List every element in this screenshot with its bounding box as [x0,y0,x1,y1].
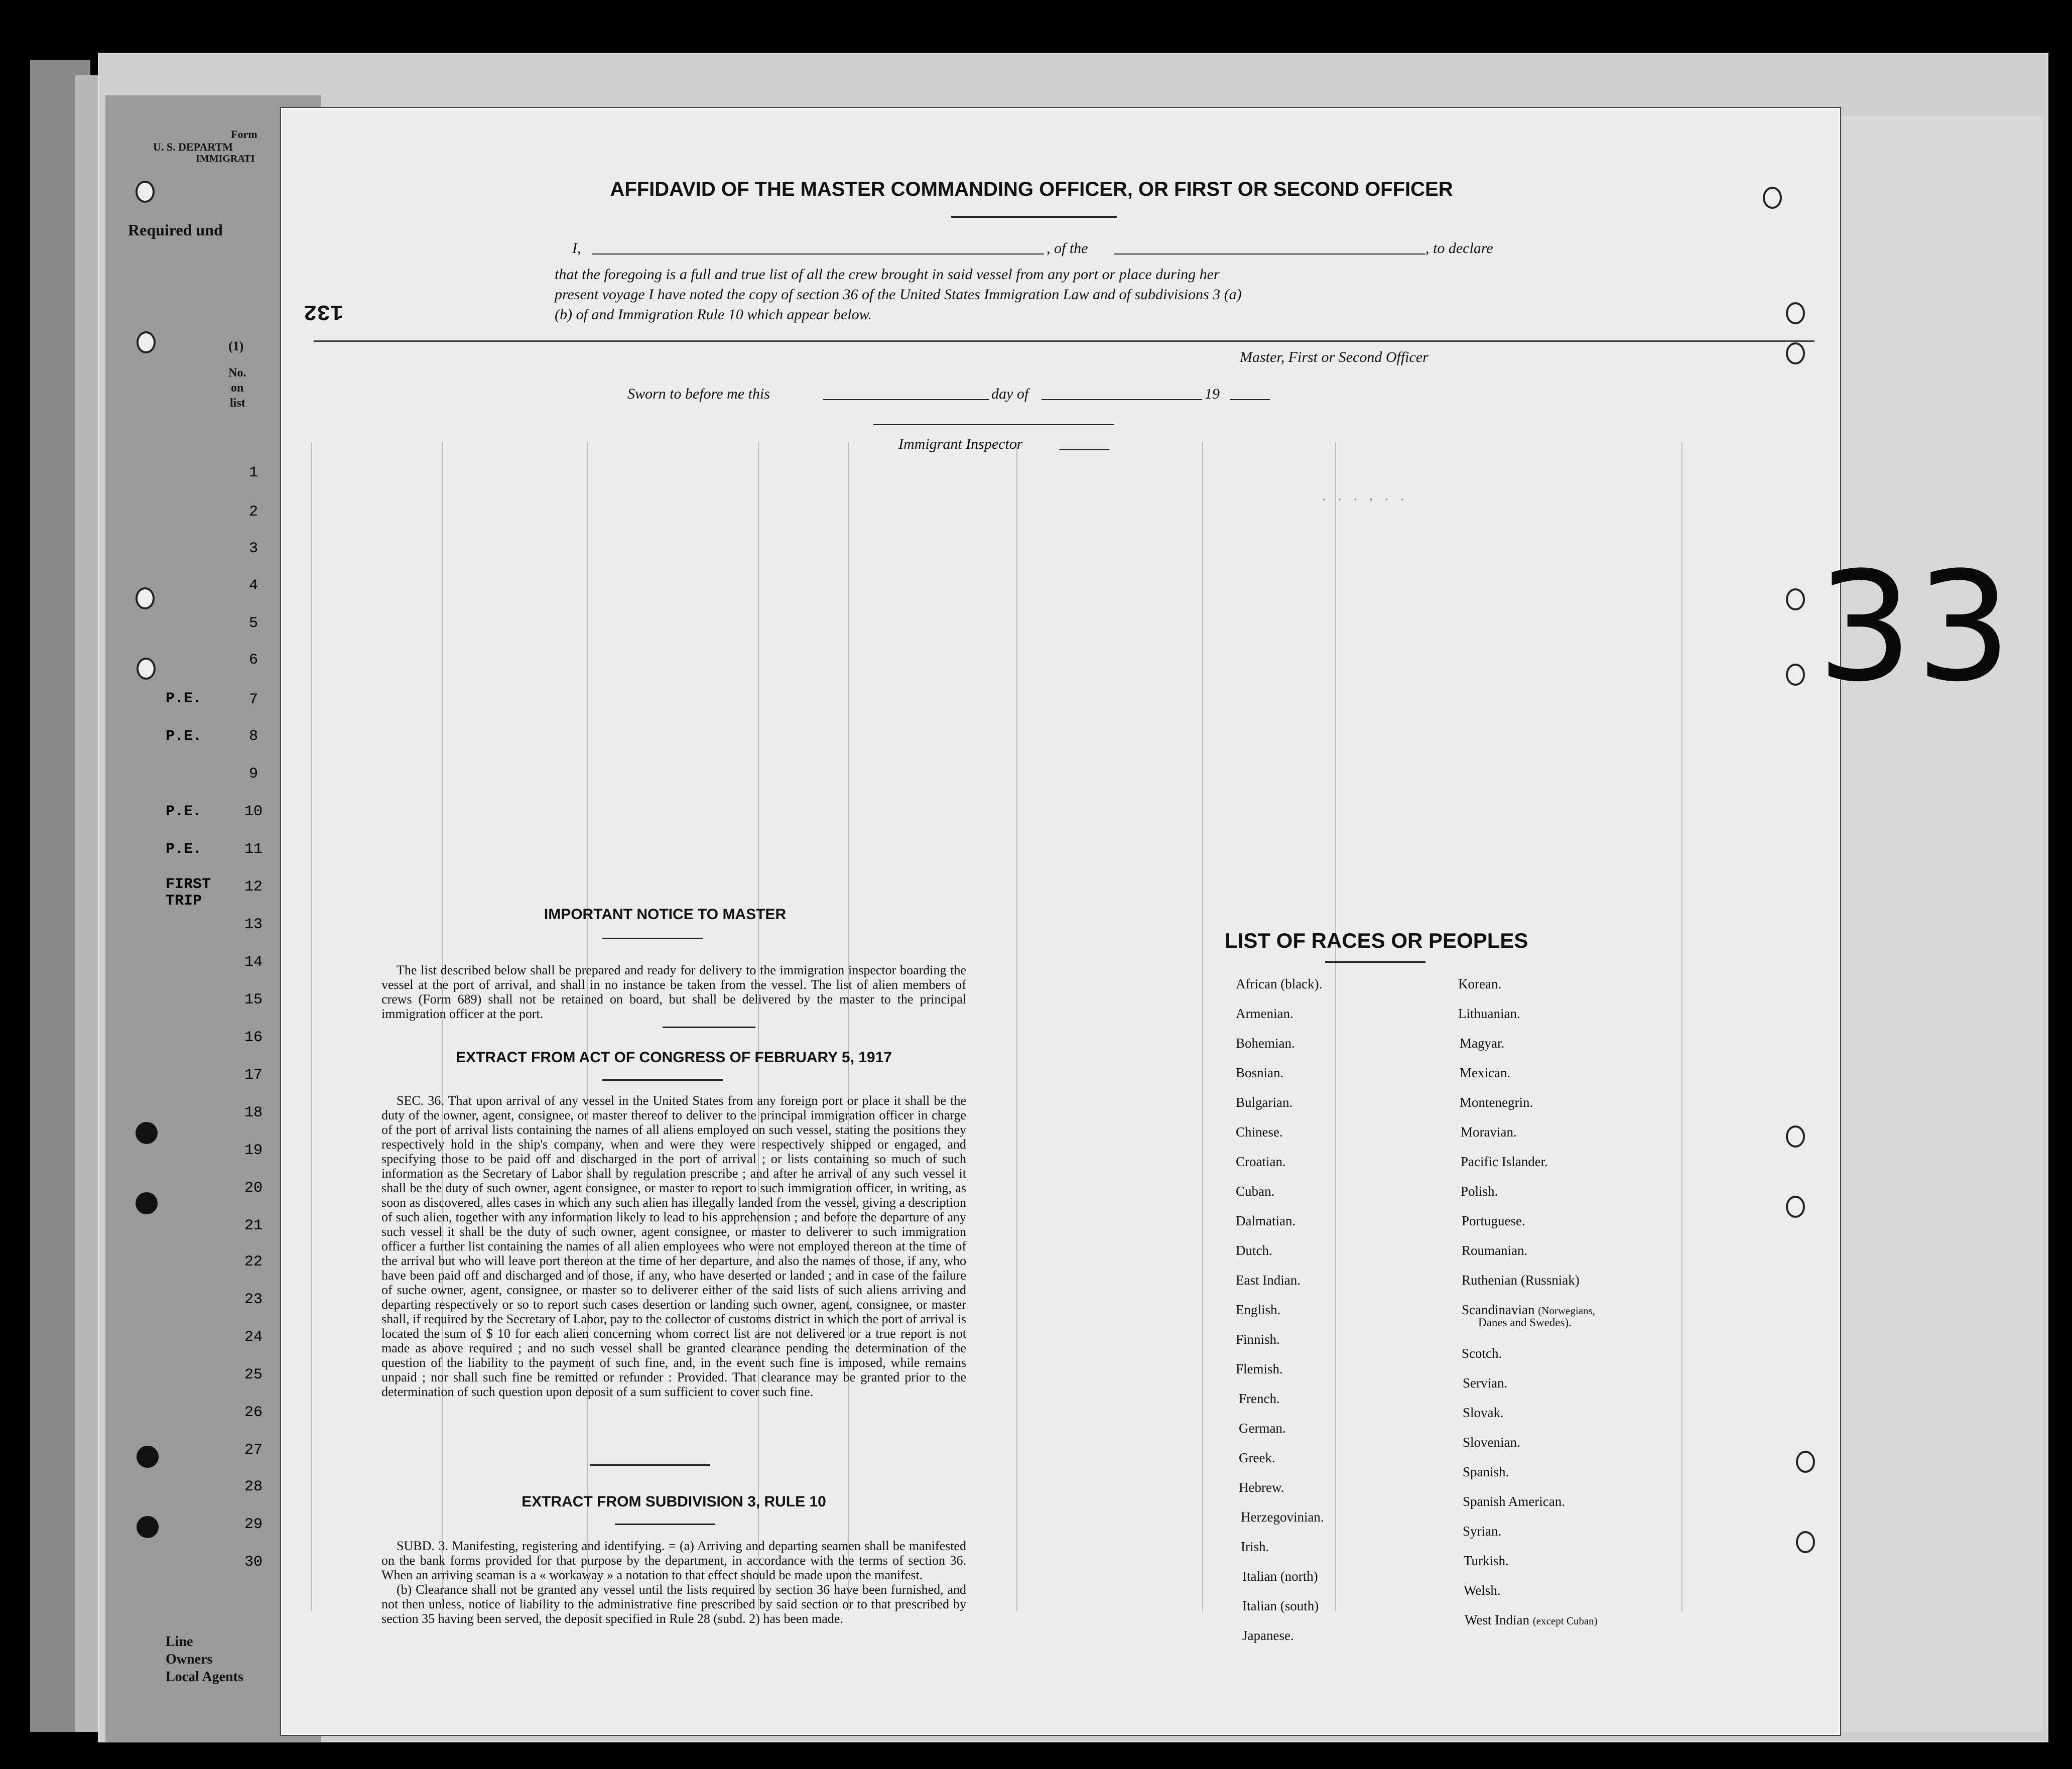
race-item: Turkish. [1464,1553,1509,1568]
pe-tag: P.E. [166,690,202,707]
notice-body: The list described below shall be prepared and ready for delivery to the immigration inspector boarding the vessel at the port of arrival, and shall in no instance be taken from the vessel. The list of alien members of crews (Form 689) shall not be retained on board, but shall be delivered by the master to the principal immigration officer at the port. [381,963,966,1021]
race-note: (except Cuban) [1532,1615,1598,1627]
column-line [1202,442,1203,1611]
form-label: Form [231,128,257,141]
race-item: Spanish American. [1463,1494,1565,1509]
row-number: 9 [248,766,258,783]
inspector-blank [1059,449,1109,450]
act-divider [590,1464,710,1466]
race-note-line-2: Danes and Swedes). [1478,1316,1572,1329]
pe-tag: P.E. [166,728,202,745]
punch-hole [1786,664,1805,686]
row-number: 4 [248,577,258,594]
col-list-label: list [230,397,245,410]
immigration-label: IMMIGRATI [196,153,255,164]
col-no-label: No. [228,366,246,380]
day-of-label: day of [991,386,1029,402]
row-number: 2 [248,503,258,521]
row-number: 22 [244,1253,263,1271]
race-item-west-indian [1465,1612,1598,1628]
row-number: 26 [244,1404,263,1421]
race-item: Croatian. [1236,1154,1286,1169]
affidavit-i: I, [572,240,581,257]
notice-divider [663,1027,755,1028]
punch-hole [1796,1531,1815,1553]
punch-hole [137,331,156,353]
race-item: Welsh. [1464,1583,1501,1598]
left-edge-sheet-2 [75,75,100,1732]
races-underline [1325,961,1426,963]
rule-extract-body-a: SUBD. 3. Manifesting, registering and identifying. = (a) Arriving and departing seamen shall be manifested on the bank forms provided for that purpose by the department, in accordance with the terms of section 36. When an arriving seaman is a « workaway » a notation to that effect should be made upon the manifest. [381,1539,966,1582]
affidavit-title: AFFIDAVID OF THE MASTER COMMANDING OFFICER, OR FIRST OR SECOND OFFICER [610,178,1453,200]
race-item: Bosnian. [1236,1065,1284,1080]
punch-hole [1786,1125,1805,1148]
row-number: 16 [244,1029,263,1046]
inspector-signature-line [873,424,1114,425]
affidavit-of-the: , of the [1047,240,1088,257]
row-number: 11 [244,841,263,858]
dept-label: U. S. DEPARTM [153,141,233,153]
column-line [442,442,443,1611]
right-manifest-strip [1837,115,2043,1732]
row-number: 14 [244,954,263,971]
rule-extract-body-b: (b) Clearance shall not be granted any vessel until the lists required by section 36 have been furnished, and not then unless, notice of liability to the administrative fine prescribed by said section or to that prescribed by section 35 having been served, the deposit specified in Rule 28 (subd. 2) has been made. [381,1582,966,1626]
notice-title: IMPORTANT NOTICE TO MASTER [544,906,787,923]
race-item: Dutch. [1236,1243,1272,1258]
punch-hole [1786,342,1805,364]
year-label: 19 [1205,386,1220,402]
race-item: Armenian. [1236,1006,1293,1021]
race-item: Syrian. [1463,1524,1502,1539]
row-number: 3 [248,540,258,557]
punch-hole [137,1516,159,1538]
notice-underline [602,938,703,939]
race-item: Korean. [1458,976,1502,991]
row-number: 12 [244,878,263,896]
sworn-month-blank [1042,399,1202,400]
row-number: 18 [244,1104,263,1121]
race-item: Finnish. [1236,1332,1280,1347]
punch-hole [137,1446,159,1468]
race-item: Spanish. [1463,1464,1509,1479]
sworn-day-blank [823,399,989,400]
row-number: 8 [248,728,258,745]
race-item: Slovak. [1463,1405,1504,1420]
affidavit-line-3: present voyage I have noted the copy of section 36 of the United States Immigration Law and of subdivisions 3 (a) [555,286,1242,303]
race-item: Japanese. [1242,1628,1294,1643]
col-on-label: on [231,382,244,395]
race-item: Pacific Islander. [1461,1154,1548,1169]
race-item: Montenegrin. [1460,1095,1533,1110]
race-name: Scandinavian [1462,1302,1535,1317]
row-number: 5 [248,615,258,632]
act-extract-title: EXTRACT FROM ACT OF CONGRESS OF FEBRUARY 5, 1917 [456,1049,892,1066]
race-item: Servian. [1463,1375,1508,1391]
column-line [1016,442,1017,1611]
act-extract-body: SEC. 36. That upon arrival of any vessel in the United States from any foreign port or place it shall be the duty of the owner, agent, consignee, or master thereof to deliver to the principal immigration officer in charge of the port of arrival lists containing the names of all aliens employed on such vessel, stating the positions they respectively hold in the ship's company, when and were they were respectively shipped or engaged, and specifying those to be paid off and discharged in the port of arrival ; or lists containing so much of such information as the Secretary of Labor shall by regulation prescribe ; and after he arrival of any such vessel it shall be the duty of such owner, agent consignee, or master to report to such immigration officer, in writing, as soon as discovered, alles cases in which any such alien has illegally landed from the vessel, giving a description of such alien, together with any information likely to lead to his apprehension ; and before the departure of any such vessel it shall be the duty of such owner, agent consignee, or master to deliverer to such immigration officer a further list containing the names of all alien employees who were not employed thereon at the time of the arrival but who will leave port thereon at the time of her departure, and also the names of those, if any, who have been paid off and discharged and of those, if any, who have deserted or landed ; and in case of the failure of suche owner, agent, consignee, or master so to deliverer either of the said lists of such aliens arriving and departing respectively or so to report such cases desertion or landing such owner, agent, consignee, or master shall, if required by the Secretary of Labor, pay to the collector of customs district in which the port of arrival is located the sum of $ 10 for each alien concerning whom correct list are not delivered or a true report is not made as above required ; and no such vessel shall be granted clearance pending the determination of the question of the liability to the payment of such fine, and, in the event such fine is imposed, while remains unpaid ; nor shall such fine be remitted or refunder : Provided. That clearance may be granted prior to the determination of such question upon deposit of a sum sufficient to cover such fine. [381,1093,966,1399]
punch-hole [1763,187,1782,209]
race-item: Ruthenian (Russniak) [1462,1273,1580,1288]
first-trip-tag: TRIP [166,893,202,910]
punch-hole [1786,1196,1805,1218]
line-label: Line [166,1634,193,1650]
first-trip-tag: FIRST [166,876,211,893]
sworn-label: Sworn to before me this [627,386,770,402]
row-number: 25 [244,1366,263,1383]
stamp-number: 132 [304,299,344,324]
race-item: English. [1236,1302,1281,1317]
sworn-year-blank [1230,399,1270,400]
race-item: Scotch. [1462,1346,1502,1361]
row-number: 17 [244,1067,263,1084]
row-number: 10 [244,803,263,820]
punch-hole [1786,302,1805,324]
ghost-text: . . . . . . [1320,494,1406,510]
race-item: Cuban. [1236,1184,1275,1199]
row-number: 19 [244,1142,263,1159]
race-item: Italian (south) [1242,1598,1319,1613]
race-item: Irish. [1241,1539,1269,1554]
race-item: Bulgarian. [1236,1095,1293,1110]
immigrant-inspector-label: Immigrant Inspector [898,436,1023,452]
race-item-scandinavian [1462,1302,1595,1318]
race-item: Chinese. [1236,1124,1283,1140]
column-line [1335,442,1336,1611]
race-item: Italian (north) [1242,1569,1318,1584]
row-number: 27 [244,1442,263,1459]
row-number: 29 [244,1516,263,1533]
row-number: 13 [244,916,263,933]
race-item: Dalmatian. [1236,1213,1296,1228]
pe-tag: P.E. [166,803,202,820]
punch-hole [136,1122,158,1144]
title-underline [951,216,1117,218]
race-item: Polish. [1461,1184,1498,1199]
owners-label: Owners [166,1652,213,1667]
race-item: Greek. [1239,1450,1275,1465]
punch-hole [136,181,155,203]
race-item: Lithuanian. [1458,1006,1520,1021]
row-number: 24 [244,1329,263,1346]
column-line [848,442,849,1611]
races-title: LIST OF RACES OR PEOPLES [1225,929,1528,952]
act-underline [602,1079,723,1081]
race-item: Hebrew. [1239,1480,1284,1495]
pe-tag: P.E. [166,841,202,858]
race-item: Mexican. [1460,1065,1511,1080]
punch-hole [1786,588,1805,610]
race-note: (Norwegians, [1538,1305,1595,1317]
row-number: 7 [248,691,258,708]
rule-extract-title: EXTRACT FROM SUBDIVISION 3, RULE 10 [522,1493,826,1510]
row-number: 1 [248,464,258,481]
race-item: Slovenian. [1463,1435,1520,1450]
name-blank [592,254,1044,255]
race-item: Magyar. [1460,1036,1505,1051]
race-item: Moravian. [1461,1124,1517,1140]
race-item: Portuguese. [1462,1213,1525,1228]
race-name: West Indian [1465,1612,1530,1627]
column-line [587,442,588,1611]
required-label: Required und [128,221,223,239]
race-item: African (black). [1236,976,1323,991]
row-number: 21 [244,1217,263,1234]
master-signature-label: Master, First or Second Officer [1240,349,1429,365]
local-agents-label: Local Agents [166,1669,243,1685]
affidavit-line-2: that the foregoing is a full and true list of all the crew brought in said vessel from any port or place during her [555,266,1220,283]
handwritten-number: 33 [1817,540,2015,715]
row-number: 28 [244,1478,263,1495]
punch-hole [136,1192,158,1214]
punch-hole [137,658,156,680]
row-number: 15 [244,991,263,1008]
row-number: 20 [244,1180,263,1197]
race-item: French. [1239,1391,1280,1406]
column-line [758,442,759,1611]
race-item: Roumanian. [1462,1243,1528,1258]
row-number: 30 [244,1554,263,1571]
table-header-rule [314,340,1815,342]
column-1-label: (1) [228,339,244,353]
rule-underline [615,1524,715,1525]
punch-hole [1796,1451,1815,1473]
race-item: German. [1239,1421,1286,1436]
vessel-blank [1114,254,1426,255]
row-number: 6 [248,652,258,669]
race-item: Flemish. [1236,1361,1283,1376]
affidavit-line-4: (b) of and Immigration Rule 10 which appear below. [555,306,872,323]
race-item: Herzegovinian. [1241,1509,1324,1525]
race-item: Bohemian. [1236,1036,1295,1051]
column-line [311,442,312,1611]
punch-hole [136,587,155,609]
row-number: 23 [244,1291,263,1308]
race-item: East Indian. [1236,1273,1301,1288]
affidavit-to-declare: , to declare [1426,240,1493,257]
column-line [1681,442,1682,1611]
